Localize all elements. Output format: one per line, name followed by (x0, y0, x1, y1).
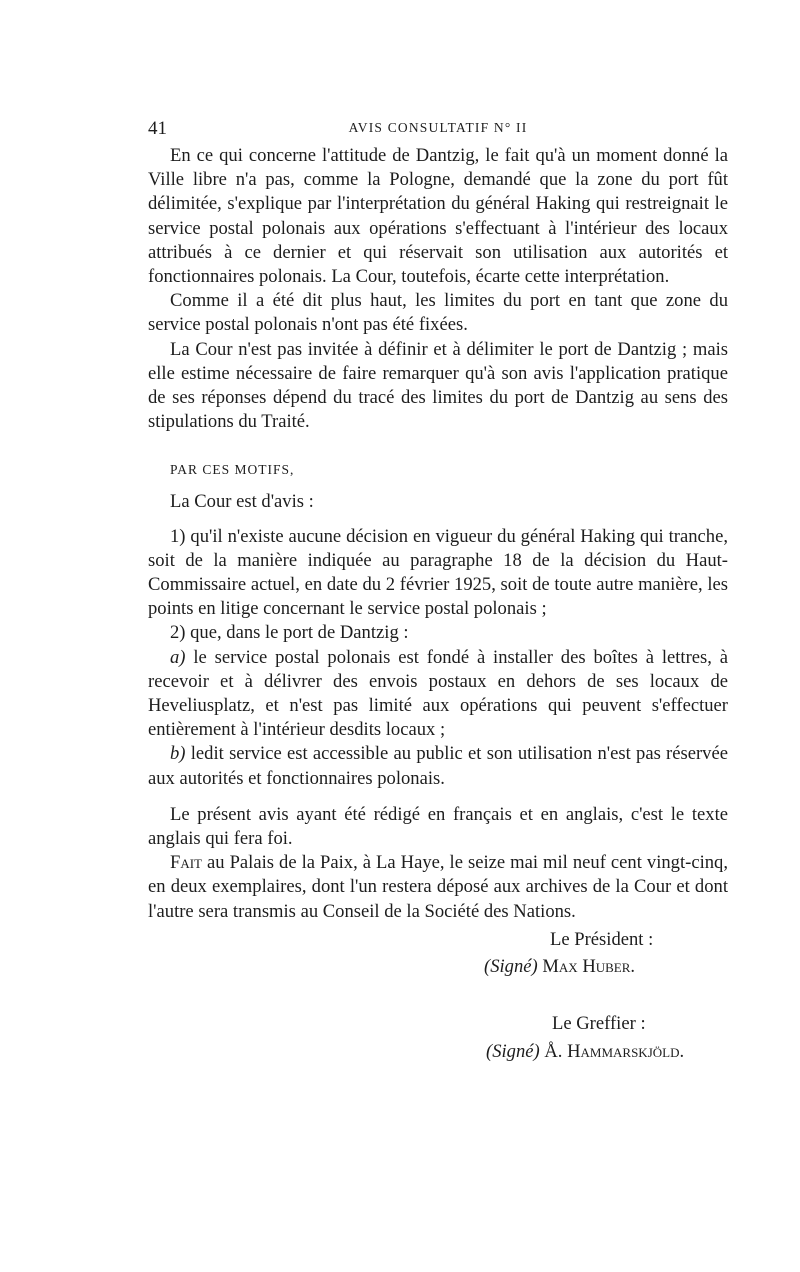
president-signature (484, 955, 635, 979)
spacer (148, 434, 728, 458)
opinion-point-2: 2) que, dans le port de Dantzig : (170, 622, 409, 644)
fait-text: au Palais de la Paix, à La Haye, le seize mai mil neuf cent vingt-cinq, en deux exemplaires, dont l'un restera déposé aux archives de la Cour et dont l'autre sera transmis au Conseil de la Société des Nations. (148, 852, 728, 922)
done-at-clause (148, 851, 728, 924)
greffier-signed: (Signé) (486, 1040, 540, 1062)
opinion-point-1: 1) qu'il n'existe aucune décision en vigueur du général Haking qui tranche, soit de la manière indiquée au paragraphe 18 de la décision du Haut-Commissaire actuel, en date du 2 février 1925, soit de toute autre manière, les points en litige concernant le service postal polonais ; (148, 525, 728, 620)
paragraph-port-limits: Comme il a été dit plus haut, les limites du port en tant que zone du service postal polonais n'ont pas été fixées. (148, 290, 728, 336)
point-2a-label: a) (170, 646, 186, 668)
signature-block (148, 924, 728, 1072)
opinion-point-2b (148, 742, 728, 790)
spacer (148, 791, 728, 803)
greffier-name: Å. Hammarskjöld. (544, 1040, 685, 1062)
running-title: AVIS CONSULTATIF N° II (348, 120, 528, 135)
point-2a-text: le service postal polonais est fondé à installer des boîtes à lettres, à recevoir et à délivrer des envois postaux en dehors de ses locaux de Heveliusplatz, et n'est pas limité aux opérations qui peuvent s'effectuer entièrement à l'intérieur desdits locaux ; (148, 646, 728, 741)
point-2b-label: b) (170, 743, 186, 765)
president-title: Le Président : (550, 928, 654, 950)
fait-word: Fait (170, 852, 202, 874)
page-number: 41 (148, 118, 167, 139)
president-signed: (Signé) (484, 955, 538, 977)
document-page (148, 114, 728, 1072)
paragraph-court-definition: La Cour n'est pas invitée à définir et à délimiter le port de Dantzig ; mais elle estime nécessaire de faire remarquer qu'à son avis l'application pratique de ses réponses dépend du tracé des limites du port de Dantzig au sens des stipulations du Traité. (148, 338, 728, 433)
opinion-intro: La Cour est d'avis : (170, 491, 314, 513)
greffier-title: Le Greffier : (552, 1012, 646, 1034)
president-name: Max Huber. (542, 955, 636, 977)
opinion-point-2a (148, 646, 728, 743)
point-2b-text: ledit service est accessible au public et son utilisation n'est pas réservée aux autorités et fonctionnaires polonais. (148, 743, 728, 789)
greffier-signature (486, 1040, 684, 1064)
language-clause: Le présent avis ayant été rédigé en français et en anglais, c'est le texte anglais qui fera foi. (148, 803, 728, 850)
motifs-heading: PAR CES MOTIFS, (170, 462, 295, 478)
paragraph-dantzig-attitude: En ce qui concerne l'attitude de Dantzig, le fait qu'à un moment donné la Ville libre n'a pas, comme la Pologne, demandé que la zone du port fût délimitée, s'explique par l'interprétation du général Haking qui restreignait le service postal polonais aux opérations s'effectuant à l'intérieur des locaux attribués à ce dernier et qui réservait son utilisation aux autorités et fonctionnaires polonais. La Cour, toutefois, écarte cette interprétation. (148, 145, 728, 288)
page-header (148, 114, 728, 144)
